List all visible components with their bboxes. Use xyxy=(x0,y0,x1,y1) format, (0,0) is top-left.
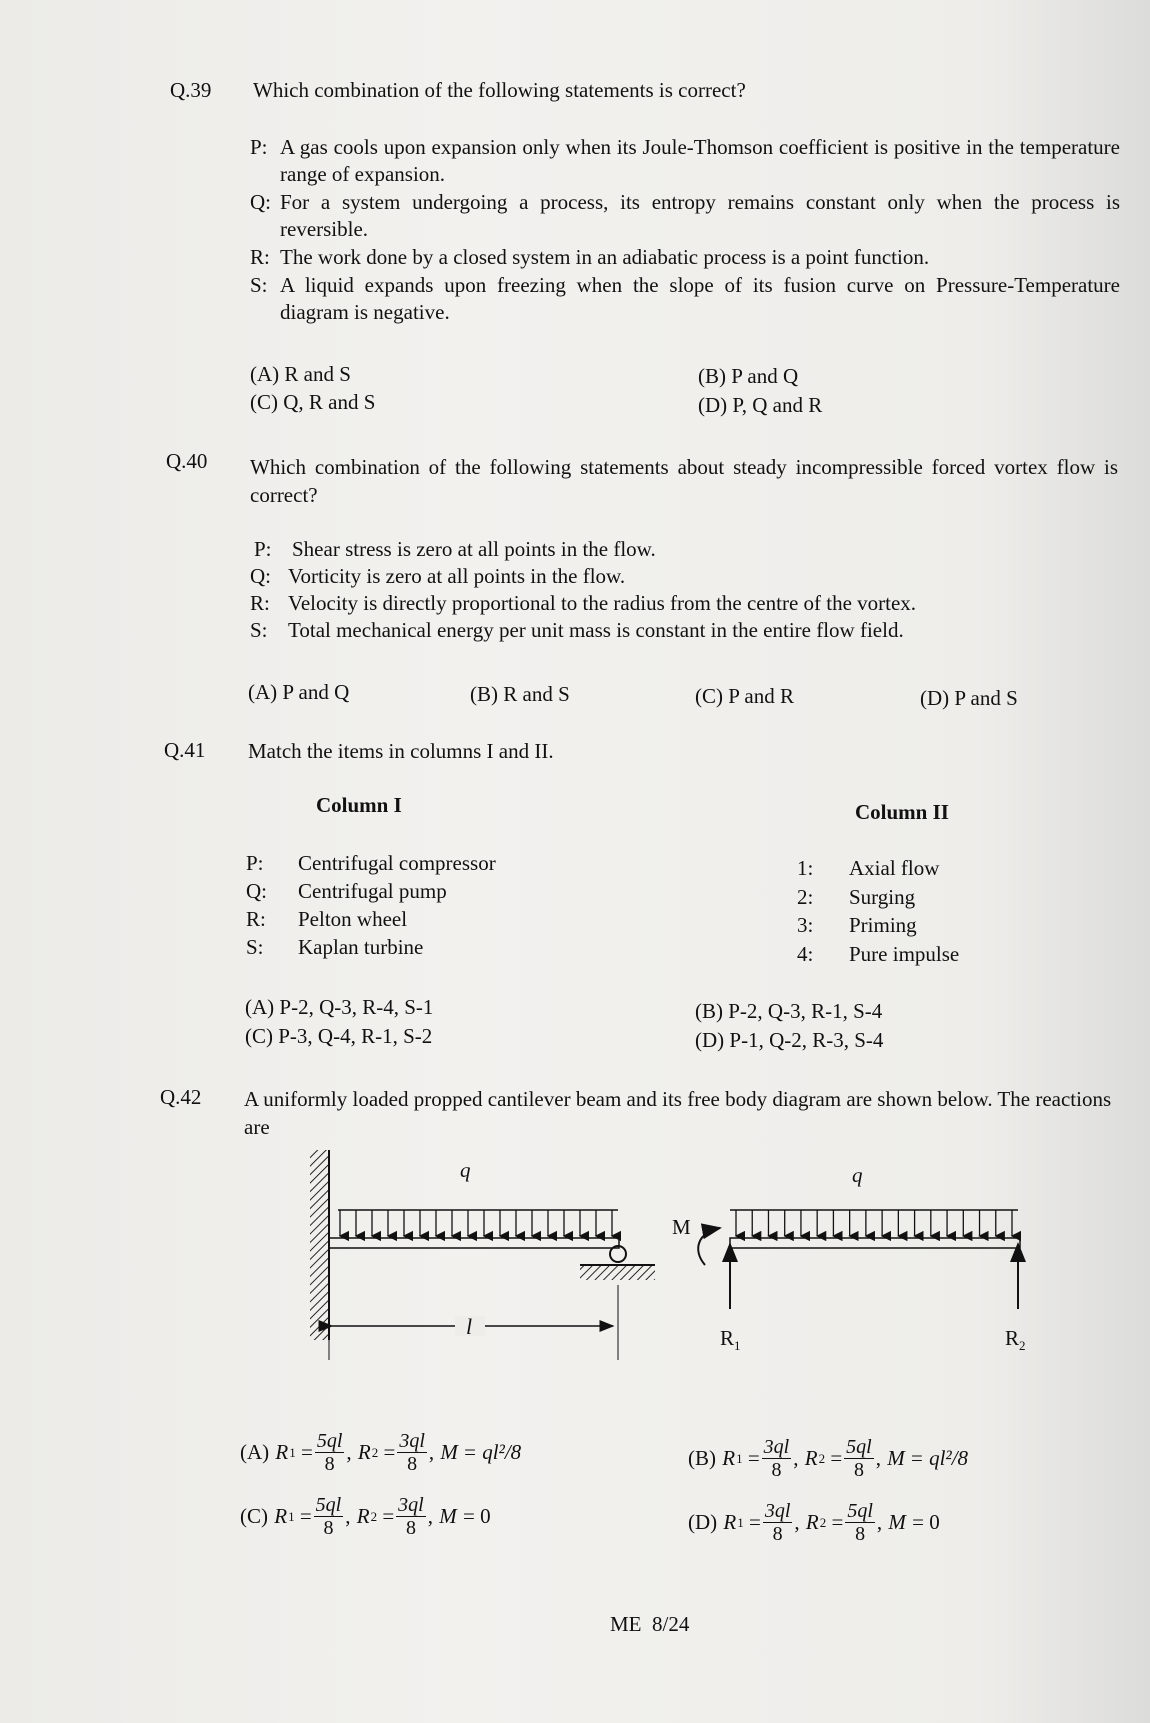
list-item: 2: Surging xyxy=(797,884,916,909)
statement: P: A gas cools upon expansion only when its Joule-Thomson coefficient is positive in the temperature range of expansion. xyxy=(250,135,1120,186)
list-item: R: Pelton wheel xyxy=(246,907,408,931)
distributed-load xyxy=(340,1210,612,1236)
option-d[interactable]: (D) P-1, Q-2, R-3, S-4 xyxy=(695,1028,884,1052)
option-c[interactable]: (C) R 1 = $\frac{5ql}{8}$ , R 2 = $\frac{3ql}{8}$ , M = 0 xyxy=(240,1494,491,1539)
beam-diagram xyxy=(300,1150,1040,1370)
span-label: l xyxy=(466,1314,473,1339)
page-number: ME 8/24 xyxy=(610,1612,690,1636)
moment-label: M xyxy=(672,1215,691,1239)
column-2-heading: Column II xyxy=(855,800,949,824)
propped-cantilever xyxy=(310,1150,655,1360)
option-b[interactable]: (B) P-2, Q-3, R-1, S-4 xyxy=(695,999,883,1023)
statement: R: Velocity is directly proportional to the radius from the centre of the vortex. xyxy=(250,591,917,615)
option-b[interactable]: (B) P and Q xyxy=(698,364,799,388)
option-c[interactable]: (C) Q, R and S xyxy=(250,390,376,414)
column-2-list xyxy=(797,855,959,969)
statement: S: Total mechanical energy per unit mass is constant in the entire flow field. xyxy=(250,618,904,642)
option-c[interactable]: (C) P-3, Q-4, R-1, S-2 xyxy=(245,1024,433,1048)
list-item: 4: Pure impulse xyxy=(797,941,960,966)
list-item: 1: Axial flow xyxy=(797,856,940,880)
option-a[interactable]: (A) P-2, Q-3, R-4, S-1 xyxy=(245,995,434,1019)
option-d[interactable]: (D) P, Q and R xyxy=(698,393,823,417)
statement: Q: For a system undergoing a process, its entropy remains constant only when the process is reversible. xyxy=(250,190,1120,241)
question-text: Match the items in columns I and II. xyxy=(248,739,554,763)
option-b[interactable]: (B) R 1 = $\frac{3ql}{8}$ , R 2 = $\frac{5ql}{8}$ , M = ql²/8 xyxy=(688,1436,969,1481)
question-number: Q.41 xyxy=(164,738,206,762)
r1-label: $R_1$ xyxy=(720,1326,741,1354)
question-text: Which combination of the following statements is correct? xyxy=(253,78,746,102)
statement: Q: Vorticity is zero at all points in the flow. xyxy=(250,564,626,588)
question-text: Which combination of the following statements about steady incompressible forced vortex flow is correct? xyxy=(250,455,1118,507)
statement-list xyxy=(250,536,1120,644)
list-item: Q: Centrifugal pump xyxy=(246,879,447,903)
column-1-list xyxy=(246,850,496,962)
free-body-diagram xyxy=(698,1210,1020,1309)
column-1-heading: Column I xyxy=(316,793,402,817)
question-number: Q.42 xyxy=(160,1085,202,1109)
fixed-wall xyxy=(310,1150,328,1340)
load-label-left: q xyxy=(460,1158,471,1182)
statement: R: The work done by a closed system in an adiabatic process is a point function. xyxy=(250,245,930,269)
question-number: Q.39 xyxy=(170,78,212,102)
distributed-load xyxy=(736,1210,1012,1236)
load-label-right: q xyxy=(852,1163,863,1187)
list-item: 3: Priming xyxy=(797,913,917,937)
option-a[interactable]: (A) P and Q xyxy=(248,680,350,704)
option-a[interactable]: (A) R 1 = $\frac{5ql}{8}$ , R 2 = $\frac{3ql}{8}$ , M = ql²/8 xyxy=(240,1430,522,1475)
statement: S: A liquid expands upon freezing when the slope of its fusion curve on Pressure-Temperature diagram is negative. xyxy=(250,273,1120,324)
list-item: P: Centrifugal compressor xyxy=(246,851,496,875)
list-item: S: Kaplan turbine xyxy=(246,935,424,959)
question-number: Q.40 xyxy=(166,449,208,473)
statement-list xyxy=(250,134,1120,326)
moment-arrow xyxy=(698,1228,720,1265)
option-d[interactable]: (D) P and S xyxy=(920,686,1018,710)
statement: P: Shear stress is zero at all points in the flow. xyxy=(254,537,656,561)
option-b[interactable]: (B) R and S xyxy=(470,682,570,706)
question-text: A uniformly loaded propped cantilever beam and its free body diagram are shown below. The reactions are xyxy=(244,1087,1112,1139)
beam xyxy=(329,1238,619,1248)
option-a[interactable]: (A) R and S xyxy=(250,362,351,386)
option-c[interactable]: (C) P and R xyxy=(695,684,794,708)
fbd-beam xyxy=(730,1238,1020,1248)
option-d[interactable]: (D) R 1 = $\frac{3ql}{8}$ , R 2 = $\frac{5ql}{8}$ , M = 0 xyxy=(688,1500,940,1545)
r2-label: $R_2$ xyxy=(1005,1326,1026,1354)
